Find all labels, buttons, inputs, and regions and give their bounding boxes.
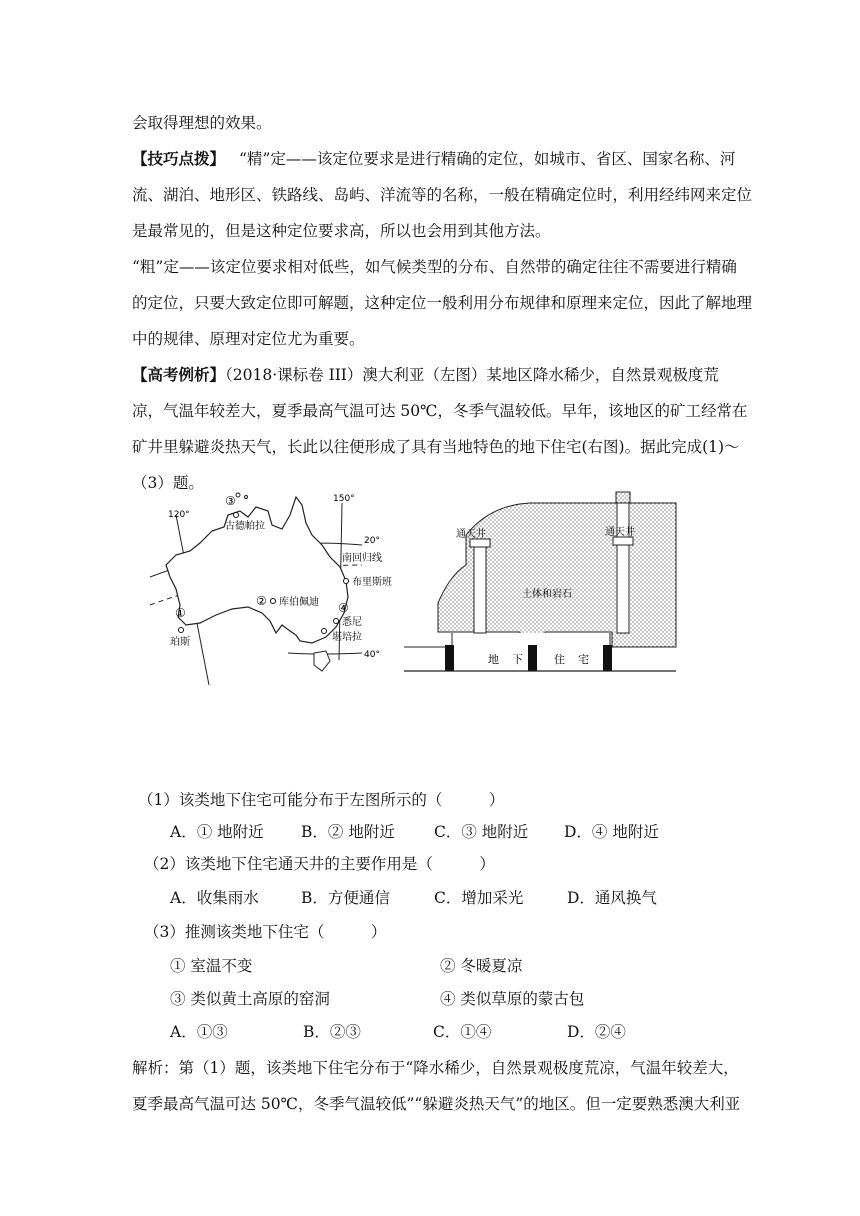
q3-item-2: ② 冬暖夏凉: [440, 957, 523, 975]
q3-option-d: D．②④: [567, 1023, 626, 1041]
text-line: 凉，气温年较差大，夏季最高气温可达 50℃，冬季气温较低。早年，该地区的矿工经常在: [132, 402, 748, 420]
q2-option-d: D．通风换气: [567, 889, 657, 907]
q2-option-a: A．收集雨水: [170, 889, 259, 907]
q1-option-b: B．② 地附近: [301, 823, 395, 841]
home-label-char: 下: [512, 653, 523, 666]
tropic-label: 南回归线: [342, 553, 382, 564]
site-marker-3: ③: [225, 494, 236, 508]
right-well-label: 通天井: [605, 527, 635, 538]
text-line: 会取得理想的效果。: [132, 114, 272, 132]
q3-option-a: A．①③: [170, 1023, 228, 1041]
text-line: 流、湖泊、地形区、铁路线、岛屿、洋流等的名称，一般在精确定位时，利用经纬网来定位: [132, 186, 753, 204]
q2-option-c: C．增加采光: [434, 889, 524, 907]
lon-150-label: 150°: [333, 494, 355, 504]
q2-option-b: B．方便通信: [301, 889, 390, 907]
exam-text: （2018·课标卷 III）澳大利亚（左图）某地区降水稀少，自然景观极度荒: [225, 366, 719, 384]
q3-option-c: C．①④: [433, 1023, 492, 1041]
city-dot: [234, 513, 239, 518]
city-dot: [271, 599, 276, 604]
lat-20-label: 20°: [364, 536, 380, 546]
question-3-stem: （3）推测该类地下住宅（ ）: [144, 923, 387, 941]
q1-option-c: C．③ 地附近: [434, 823, 529, 841]
home-label-char: 宅: [578, 653, 589, 666]
city-label: 古德帕拉: [225, 521, 265, 532]
analysis-line: 夏季最高气温可达 50℃，冬季气温较低”“躲避炎热天气”的地区。但一定要熟悉澳大利亚: [132, 1095, 741, 1113]
city-label: 库伯佩迪: [279, 597, 319, 608]
figure-area: [0, 485, 860, 715]
city-dot: [179, 628, 184, 633]
island: [236, 493, 240, 497]
text-line: 的定位，只要大致定位即可解题，这种定位一般利用分布规律和原理来定位，因此了解地理: [132, 294, 753, 312]
city-dot: [344, 579, 349, 584]
text-line: 是最常见的，但是这种定位要求高，所以也会用到其他方法。: [132, 222, 551, 240]
australia-outline: [166, 497, 348, 643]
q3-item-3: ③ 类似黄土高原的窑洞: [170, 990, 330, 1008]
pillar: [528, 645, 537, 671]
rock-label: 土体和岩石: [522, 589, 572, 600]
home-label-char: 住: [554, 653, 565, 666]
city-label: 布里斯班: [352, 577, 392, 588]
lat-40-label: 40°: [364, 650, 380, 660]
tasmania-outline: [314, 651, 330, 671]
q1-option-d: D．④ 地附近: [564, 823, 659, 841]
text-line: 中的规律、原理对定位尤为重要。: [132, 330, 365, 348]
left-well-label: 通天井: [456, 529, 486, 540]
question-2-stem: （2）该类地下住宅通天井的主要作用是（ ）: [144, 855, 495, 873]
city-dot: [322, 629, 327, 634]
island: [245, 496, 248, 499]
city-dot: [334, 619, 339, 624]
left-shaft: [474, 545, 486, 633]
city-label: 堪培拉: [332, 632, 362, 643]
city-label: 悉尼: [342, 617, 362, 628]
home-label-char: 地: [488, 653, 499, 666]
right-shaft-cap: [613, 537, 633, 545]
site-marker-1: ①: [175, 606, 186, 620]
site-marker-2: ②: [256, 594, 267, 608]
australia-map: [150, 493, 392, 685]
q3-option-b: B．②③: [303, 1023, 361, 1041]
pillar: [603, 645, 612, 671]
tip-label: 【技巧点拨】: [132, 149, 226, 168]
q3-item-4: ④ 类似草原的蒙古包: [440, 990, 585, 1008]
city-label: 珀斯: [170, 637, 190, 648]
lon-120-label: 120°: [168, 510, 190, 520]
analysis-line: 解析：第（1）题，该类地下住宅分布于“降水稀少，自然景观极度荒凉，气温年较差大，: [132, 1059, 739, 1077]
text-line: 矿井里躲避炎热天气，长此以往便形成了具有当地特色的地下住宅(右图)。据此完成(1)～: [132, 438, 740, 456]
text-line: “粗”定——该定位要求相对低些，如气候类型的分布、自然带的确定往往不需要进行精确: [132, 258, 737, 276]
text-line: （3）题。: [132, 474, 204, 492]
site-marker-4: ④: [338, 601, 349, 615]
tip-text: “精”定——该定位要求是进行精确的定位，如城市、省区、国家名称、河: [239, 150, 736, 168]
question-1-stem: （1）该类地下住宅可能分布于左图所示的（ ）: [138, 791, 505, 809]
exam-label: 【高考例析】: [132, 365, 226, 384]
pillar: [445, 645, 454, 671]
exam-paragraph-line: [132, 365, 719, 385]
right-shaft: [617, 503, 629, 633]
underground-house-diagram: [404, 492, 676, 671]
tip-paragraph-line: [132, 149, 735, 169]
q1-option-a: A．① 地附近: [170, 823, 264, 841]
q3-item-1: ① 室温不变: [170, 957, 253, 975]
left-shaft-cap: [470, 539, 490, 547]
